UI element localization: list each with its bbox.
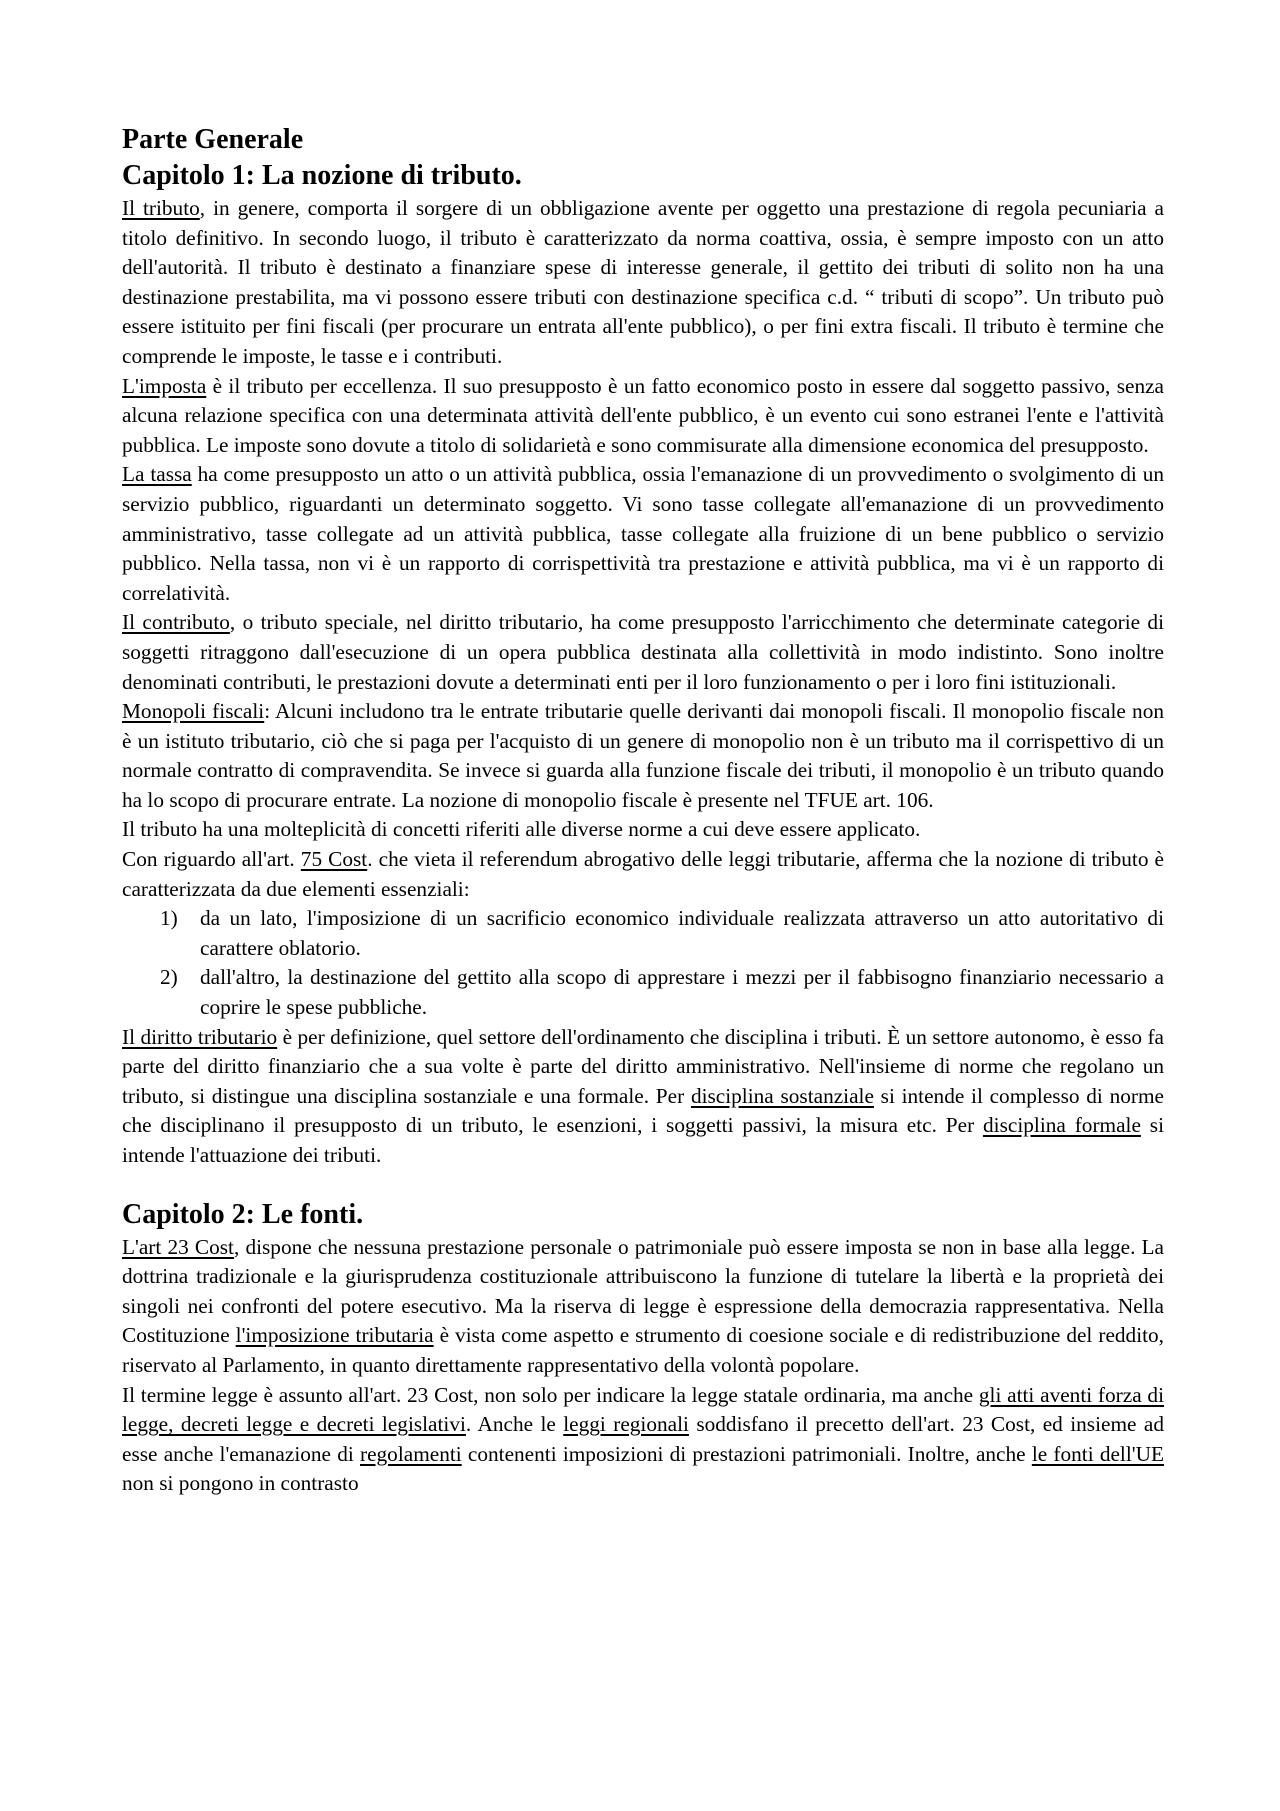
paragraph-monopoli: Monopoli fiscali: Alcuni includono tra le entrate tributarie quelle derivanti dai monopoli fiscali. Il monopolio fiscale non è un istituto tributario, ciò che si paga per l'acquisto di un genere di monopolio non è un tributo ma il corrispettivo di un normale contratto di compravendita. Se invece si guarda alla funzione fiscale dei tributi, il monopolio è un tributo quando ha lo scopo di procurare entrate. La nozione di monopolio fiscale è presente nel TFUE art. 106. [122,699,1164,812]
term-leggi-regionali: leggi regionali [563,1412,689,1437]
term-75-cost: 75 Cost [300,847,368,872]
list-item: 1) da un lato, l'imposizione di un sacrificio economico individuale realizzata attraverso un atto autoritativo di carattere oblatorio. [160,906,1164,960]
part-title: Parte Generale [122,124,304,155]
term-imposta: L'imposta [122,373,207,398]
paragraph-art23: L'art 23 Cost, dispone che nessuna prestazione personale o patrimoniale può essere imposta se non in base alla legge. La dottrina tradizionale e la giurisprudenza costituzionale attribuiscono la funzione di tutelare la libertà e la proprietà dei singoli nei confronti del potere esecutivo. Ma la riserva di legge è espressione della democrazia rappresentativa. Nella Costituzione l'imposizione tributaria è vista come aspetto e strumento di coesione sociale e di redistribuzione del reddito, riservato al Parlamento, in quanto direttamente rappresentativo della volontà popolare. [122,1234,1165,1377]
term-regolamenti: regolamenti [359,1441,462,1466]
document-body [122,122,1164,1499]
term-imposizione-tributaria: l'imposizione tributaria [235,1323,434,1348]
paragraph-tributo: Il tributo, in genere, comporta il sorgere di un obbligazione avente per oggetto una prestazione di regola pecuniaria a titolo definitivo. In secondo luogo, il tributo è caratterizzato da norma coattiva, ossia, è sempre imposto con un atto dell'autorità. Il tributo è destinato a finanziare spese di interesse generale, il gettito dei tributi di solito non ha una destinazione prestabilita, ma vi possono essere tributi con destinazione specifica c.d. “ tributi di scopo”. Un tributo può essere istituito per fini fiscali (per procurare un entrata all'ente pubblico), o per fini extra fiscali. Il tributo è termine che comprende le imposte, le tasse e i contributi. [122,196,1165,368]
paragraph-tassa: La tassa ha come presupposto un atto o un attività pubblica, ossia l'emanazione di un provvedimento o svolgimento di un servizio pubblico, riguardanti un determinato soggetto. Vi sono tasse collegate all'emanazione di un provvedimento amministrativo, tasse collegate ad un attività pubblica, tasse collegate alla fruizione di un bene pubblico o servizio pubblico. Nella tassa, non vi è un rapporto di corrispettività tra prestazione e attività pubblica, ma vi è un rapporto di correlatività. [122,462,1165,605]
term-monopoli: Monopoli fiscali [122,699,265,724]
term-contributo: Il contributo [122,610,230,635]
numbered-list [122,904,1164,1022]
term-art-23-cost: L'art 23 Cost [122,1234,234,1259]
paragraph-molteplicita: Il tributo ha una molteplicità di concetti riferiti alle diverse norme a cui deve essere applicato. [122,817,921,842]
list-number: 1) [160,906,178,931]
term-atti-forza-legge: gli atti aventi forza di legge, decreti legge e decreti legislativi [122,1382,1164,1437]
term-fonti-ue: le fonti dell'UE [1031,1441,1164,1466]
paragraph-contributo: Il contributo, o tributo speciale, nel diritto tributario, ha come presupposto l'arricchimento che determinate categorie di soggetti ritraggono dall'esecuzione di un opera pubblica destinata alla collettività in modo indistinto. Sono inoltre denominati contributi, le prestazioni dovute a determinati enti per il loro funzionamento o per i loro fini istituzionali. [122,610,1164,694]
paragraph-imposta: L'imposta è il tributo per eccellenza. Il suo presupposto è un fatto economico posto in essere dal soggetto passivo, senza alcuna relazione specifica con una determinata attività dell'ente pubblico, è un evento cui sono estranei l'ente e l'attività pubblica. Le imposte sono dovute a titolo di solidarietà e sono commisurate alla dimensione economica del presupposto. [122,373,1164,457]
list-item: 2) dall'altro, la destinazione del gettito alla scopo di apprestare i mezzi per il fabbisogno finanziario necessario a coprire le spese pubbliche. [160,965,1164,1020]
term-diritto-tributario: Il diritto tributario [122,1024,278,1049]
paragraph-art75: Con riguardo all'art. 75 Cost. che vieta il referendum abrogativo delle leggi tributarie, afferma che la nozione di tributo è caratterizzata da due elementi essenziali: [122,847,1164,901]
term-disciplina-sostanziale: disciplina sostanziale [690,1083,874,1108]
chapter-2-title: Capitolo 2: Le fonti. [122,1198,364,1230]
term-tributo: Il tributo [122,196,200,220]
paragraph-termine-legge: Il termine legge è assunto all'art. 23 Cost, non solo per indicare la legge statale ordinaria, ma anche gli atti aventi forza di legge, decreti legge e decreti legislativi. Anche le leggi regionali soddisfano il precetto dell'art. 23 Cost, ed insieme ad esse anche l'emanazione di regolamenti contenenti imposizioni di prestazioni patrimoniali. Inoltre, anche le fonti dell'UE non si pongono in contrasto [122,1382,1164,1496]
term-disciplina-formale: disciplina formale [983,1113,1141,1138]
paragraph-diritto-tributario: Il diritto tributario è per definizione, quel settore dell'ordinamento che disciplina i tributi. È un settore autonomo, è esso fa parte del diritto finanziario che a sua volte è parte del diritto amministrativo. Nell'insieme di norme che regolano un tributo, si distingue una disciplina sostanziale e una formale. Per disciplina sostanziale si intende il complesso di norme che disciplinano il presupposto di un tributo, le esenzioni, i soggetti passivi, la misura etc. Per disciplina formale si intende l'attuazione dei tributi. [122,1024,1165,1167]
chapter-1-title: Capitolo 1: La nozione di tributo. [122,160,522,191]
list-number: 2) [160,965,178,990]
term-tassa: La tassa [122,462,192,487]
